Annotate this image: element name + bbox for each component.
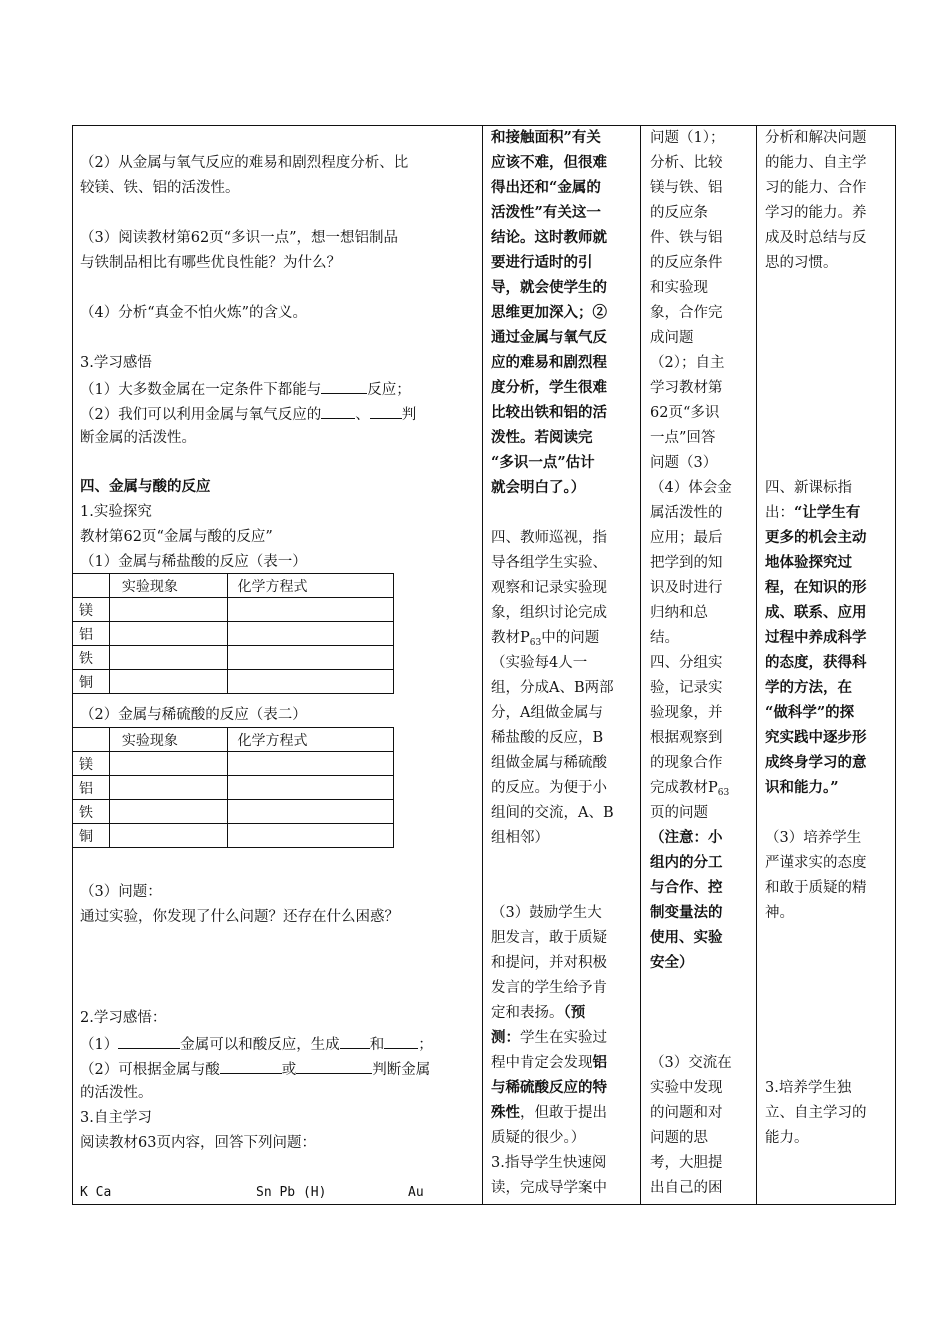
acid-reflection-1: （1） 金属可以和酸反应，生成 和 ； — [80, 1033, 433, 1055]
textbook-ref: 教材$P_{63}$中的问题 — [491, 630, 600, 648]
table-1-caption: （1）金属与稀盐酸的反应（表一） — [80, 554, 307, 570]
activity-series-end: Au — [408, 1185, 424, 1200]
reflection-1: （1）大多数金属在一定条件下都能与 反应； — [80, 378, 411, 400]
question-text: 通过实验，你发现了什么问题？还存在什么困惑？ — [80, 909, 399, 925]
fill-blank[interactable] — [370, 403, 402, 419]
learning-reflection-title: 3.学习感悟 — [80, 355, 152, 371]
fill-blank[interactable] — [321, 378, 367, 394]
question-3-line-2: 与铁制品相比有哪些优良性能？为什么？ — [80, 255, 341, 271]
table-row: 铜 — [73, 670, 394, 694]
acid-reflection-2-cont: 的活泼性。 — [80, 1085, 153, 1101]
fill-blank[interactable] — [321, 403, 355, 419]
column-student-activity: 问题（1）； 分析、比较 镁与铁、铝 的反应条 件、铁与铝 的反应条件 和实验现 象，合作完 成问题 （2）；自主 学习教材第 62页“多识 一点”回答 问题（3） （4）体会金 属活泼性的 应用；最后 把学到的知 识及时进行 归纳和总 结。 四、分组实 验，记录实 验现象，并 根据观察到 的现象合作 完成教材$P_{63}$ 页的问题 （注意：小 组内的分工 与合作、控 制变量法的 使用、实验 安全） （3）交流在 实验中发现 的问题和对 问题的思 考，大胆提 出自己的困 — [650, 130, 732, 1196]
table-row: 铜 — [73, 824, 394, 848]
table-row: 铝 — [73, 622, 394, 646]
activity-series-middle: Sn Pb (H) — [256, 1185, 327, 1200]
learning-reflection-2-title: 2.学习感悟： — [80, 1010, 167, 1026]
column-design-intent: 分析和解决问题 的能力、自主学 习的能力、合作 学习的能力。养 成及时总结与反 思的习惯。 四、新课标指 出：“让学生有 更多的机会主动 地体验探究过 程，在知识的形 成、联系、应用 过程中养成科学 的态度，获得科 学的方法，在 “做科学”的探 究实践中逐步形 成终身学习的意 识和能力。” （3）培养学生 严谨求实的态度 和敢于质疑的精 神。 3.培养学生独 立、自主学习的 能力。 — [765, 130, 867, 1146]
fill-blank[interactable] — [118, 1033, 180, 1049]
experiment-reference: 教材第62页“金属与酸的反应” — [80, 529, 273, 545]
question-2-line-1: （2）从金属与氧气反应的难易和剧烈程度分析、比 — [80, 155, 409, 171]
table-hydrochloric-acid — [72, 573, 394, 694]
table-row: 铁 — [73, 646, 394, 670]
acid-reflection-2: （2）可根据金属与酸 或 判断金属 — [80, 1058, 430, 1080]
column-divider-2 — [640, 125, 641, 1205]
activity-series-start: K Ca — [80, 1185, 112, 1200]
table-row: 镁 — [73, 598, 394, 622]
reflection-2-cont: 断金属的活泼性。 — [80, 430, 196, 446]
fill-blank[interactable] — [220, 1058, 282, 1074]
table-sulfuric-acid — [72, 727, 394, 848]
fill-blank[interactable] — [340, 1033, 370, 1049]
question-3-line-1: （3）阅读教材第62页“多识一点”，想一想铝制品 — [80, 230, 398, 246]
column-student-guide — [72, 125, 482, 1205]
column-divider-1 — [482, 125, 483, 1205]
question-2-line-2: 较镁、铁、铝的活泼性。 — [80, 180, 240, 196]
table-2-caption: （2）金属与稀硫酸的反应（表二） — [80, 707, 307, 723]
question-4: （4）分析“真金不怕火炼”的含义。 — [80, 305, 308, 321]
table-row: 镁 — [73, 752, 394, 776]
section-4-heading: 四、金属与酸的反应 — [80, 478, 211, 495]
self-study-instruction: 阅读教材63页内容，回答下列问题： — [80, 1135, 316, 1151]
table-row: 实验现象 化学方程式 — [73, 574, 394, 598]
column-divider-3 — [756, 125, 757, 1205]
table-row: 铝 — [73, 776, 394, 800]
table-row: 铁 — [73, 800, 394, 824]
lesson-plan-page — [72, 125, 896, 1205]
table-row: 实验现象 化学方程式 — [73, 728, 394, 752]
fill-blank[interactable] — [384, 1033, 418, 1049]
question-label: （3）问题： — [80, 884, 162, 900]
textbook-ref: 完成教材$P_{63}$ — [650, 780, 730, 798]
column-teacher-activity: 和接触面积”有关 应该不难，但很难 得出还和“金属的 活泼性”有关这一 结论。这时教师就 要进行适时的引 导，就会使学生的 思维更加深入；② 通过金属与氧气反 应的难易和剧烈程 度分析，学生很难 比较出铁和铝的活 泼性。若阅读完 “多识一点”估计 就会明白了。） 四、教师巡视，指 导各组学生实验、 观察和记录实验现 象，组织讨论完成 教材$P_{63}$中的问题 （实验每4人一 组，分成A、B两部 分，A组做金属与 稀盐酸的反应，B 组做金属与稀硫酸 的反应。为便于小 组间的交流，A、B 组相邻） （3）鼓励学生大 胆发言，敢于质疑 和提问，并对积极 发言的学生给予肯 定和表扬。（预 测：学生在实验过 程中肯定会发现铝 与稀硫酸反应的特 殊性，但敢于提出 质疑的很少。） 3.指导学生快速阅 读，完成导学案中 — [491, 129, 614, 1196]
experiment-title: 1.实验探究 — [80, 504, 152, 520]
self-study-title: 3.自主学习 — [80, 1110, 152, 1126]
reflection-2: （2）我们可以利用金属与氧气反应的 、 判 — [80, 403, 416, 425]
fill-blank[interactable] — [296, 1058, 372, 1074]
